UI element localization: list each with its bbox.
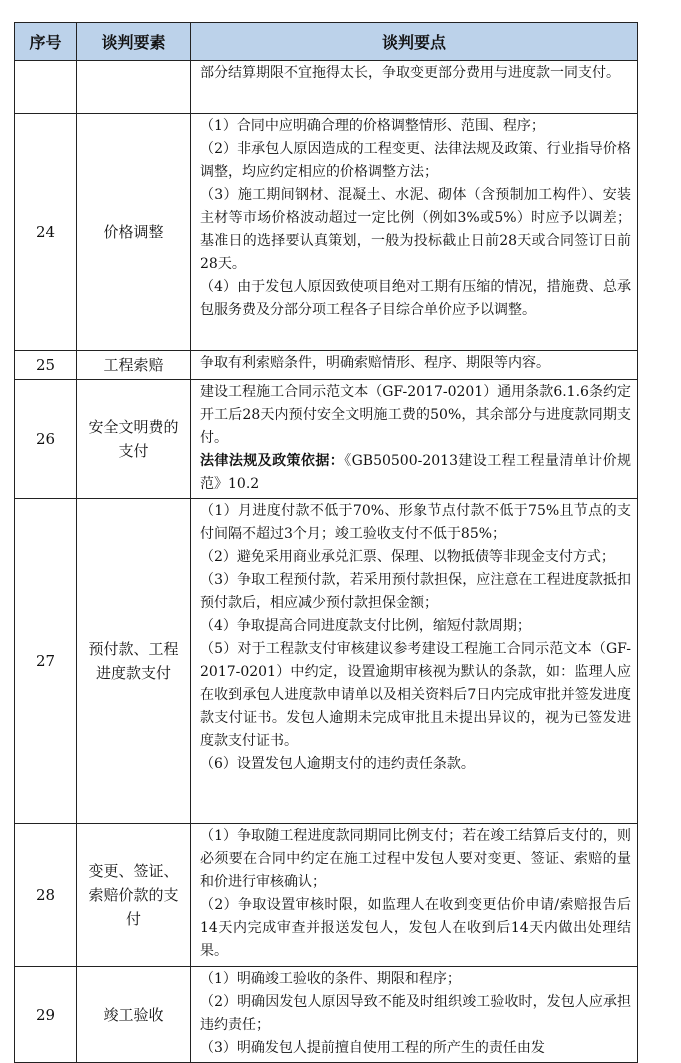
row-points bbox=[191, 967, 638, 1063]
point-text: 争取有利索赔条件，明确索赔情形、程序、期限等内容。 bbox=[200, 355, 550, 371]
law-basis-text: 《GB50500-2013建设工程工程量清单计价规范》10.2 bbox=[200, 453, 631, 492]
point-text: 建设工程施工合同示范文本（GF-2017-0201）通用条款6.1.6条约定开工后28天内预付安全文明施工费的50%，其余部分与进度款同期支付。 bbox=[200, 384, 631, 446]
row-number: 28 bbox=[15, 824, 77, 967]
law-basis-label: 法律法规及政策依据： bbox=[200, 453, 345, 469]
row-points bbox=[191, 114, 638, 351]
point-text: （4）争取提高合同进度款支付比例，缩短付款周期； bbox=[200, 618, 531, 634]
row-number: 29 bbox=[15, 967, 77, 1063]
row-element: 预付款、工程进度款支付 bbox=[77, 499, 191, 824]
point-text: （2）非承包人原因造成的工程变更、法律法规及政策、行业指导价格调整，均应约定相应的价格调整方法； bbox=[200, 141, 631, 180]
point-text: 部分结算期限不宜拖得太长，争取变更部分费用与进度款一同支付。 bbox=[200, 65, 620, 81]
point-text: （1）争取随工程进度款同期同比例支付；若在竣工结算后支付的，则必须要在合同中约定在施工过程中发包人要对变更、签证、索赔的量和价进行审核确认； bbox=[200, 828, 631, 890]
row-number: 27 bbox=[15, 499, 77, 824]
table-row bbox=[15, 967, 638, 1063]
row-number bbox=[15, 61, 77, 114]
point-text: （2）争取设置审核时限，如监理人在收到变更估价申请/索赔报告后14天内完成审查并报送发包人，发包人在收到后14天内做出处理结果。 bbox=[200, 897, 631, 959]
point-text: （2）明确因发包人原因导致不能及时组织竣工验收时，发包人应承担违约责任； bbox=[200, 994, 631, 1033]
negotiation-table bbox=[14, 22, 638, 1063]
point-text: （3）施工期间钢材、混凝土、水泥、砌体（含预制加工构件）、安装主材等市场价格波动超过一定比例（例如3%或5%）时应予以调差；基准日的选择要认真策划，一般为投标截止日前28天或合同签订日前28天。 bbox=[200, 187, 631, 272]
header-points: 谈判要点 bbox=[191, 23, 638, 61]
point-text: （1）合同中应明确合理的价格调整情形、范围、程序； bbox=[200, 118, 545, 134]
point-text: （3）明确发包人提前擅自使用工程的所产生的责任由发 bbox=[200, 1040, 545, 1056]
row-number: 25 bbox=[15, 351, 77, 380]
table-row bbox=[15, 114, 638, 351]
table-row bbox=[15, 351, 638, 380]
point-text: （3）争取工程预付款，若采用预付款担保，应注意在工程进度款抵扣预付款后，相应减少预付款担保金额； bbox=[200, 572, 631, 611]
row-element bbox=[77, 61, 191, 114]
row-number: 26 bbox=[15, 380, 77, 499]
point-text: （4）由于发包人原因致使项目绝对工期有压缩的情况，措施费、总承包服务费及分部分项工程各子目综合单价应予以调整。 bbox=[200, 279, 631, 318]
row-points bbox=[191, 61, 638, 114]
point-text: （1）月进度付款不低于70%、形象节点付款不低于75%且节点的支付间隔不超过3个月；竣工验收支付不低于85%； bbox=[200, 503, 631, 542]
header-element: 谈判要素 bbox=[77, 23, 191, 61]
table-row bbox=[15, 824, 638, 967]
table-row bbox=[15, 499, 638, 824]
header-no: 序号 bbox=[15, 23, 77, 61]
table-row bbox=[15, 61, 638, 114]
table-row bbox=[15, 380, 638, 499]
point-text: （1）明确竣工验收的条件、期限和程序； bbox=[200, 971, 461, 987]
row-element: 安全文明费的支付 bbox=[77, 380, 191, 499]
row-points bbox=[191, 824, 638, 967]
row-element: 竣工验收 bbox=[77, 967, 191, 1063]
row-points bbox=[191, 351, 638, 380]
row-element: 价格调整 bbox=[77, 114, 191, 351]
table-header-row bbox=[15, 23, 638, 61]
point-text: （6）设置发包人逾期支付的违约责任条款。 bbox=[200, 756, 475, 772]
row-points bbox=[191, 499, 638, 824]
row-points bbox=[191, 380, 638, 499]
law-basis bbox=[200, 450, 631, 496]
point-text: （5）对于工程款支付审核建议参考建设工程施工合同示范文本（GF-2017-0201）中约定，设置逾期审核视为默认的条款，如：监理人应在收到承包人进度款申请单以及相关资料后7日内完成审批并签发进度款支付证书。发包人逾期未完成审批且未提出异议的，视为已签发进度款支付证书。 bbox=[200, 641, 631, 749]
row-element: 工程索赔 bbox=[77, 351, 191, 380]
point-text: （2）避免采用商业承兑汇票、保理、以物抵债等非现金支付方式； bbox=[200, 549, 615, 565]
row-number: 24 bbox=[15, 114, 77, 351]
row-element: 变更、签证、索赔价款的支付 bbox=[77, 824, 191, 967]
